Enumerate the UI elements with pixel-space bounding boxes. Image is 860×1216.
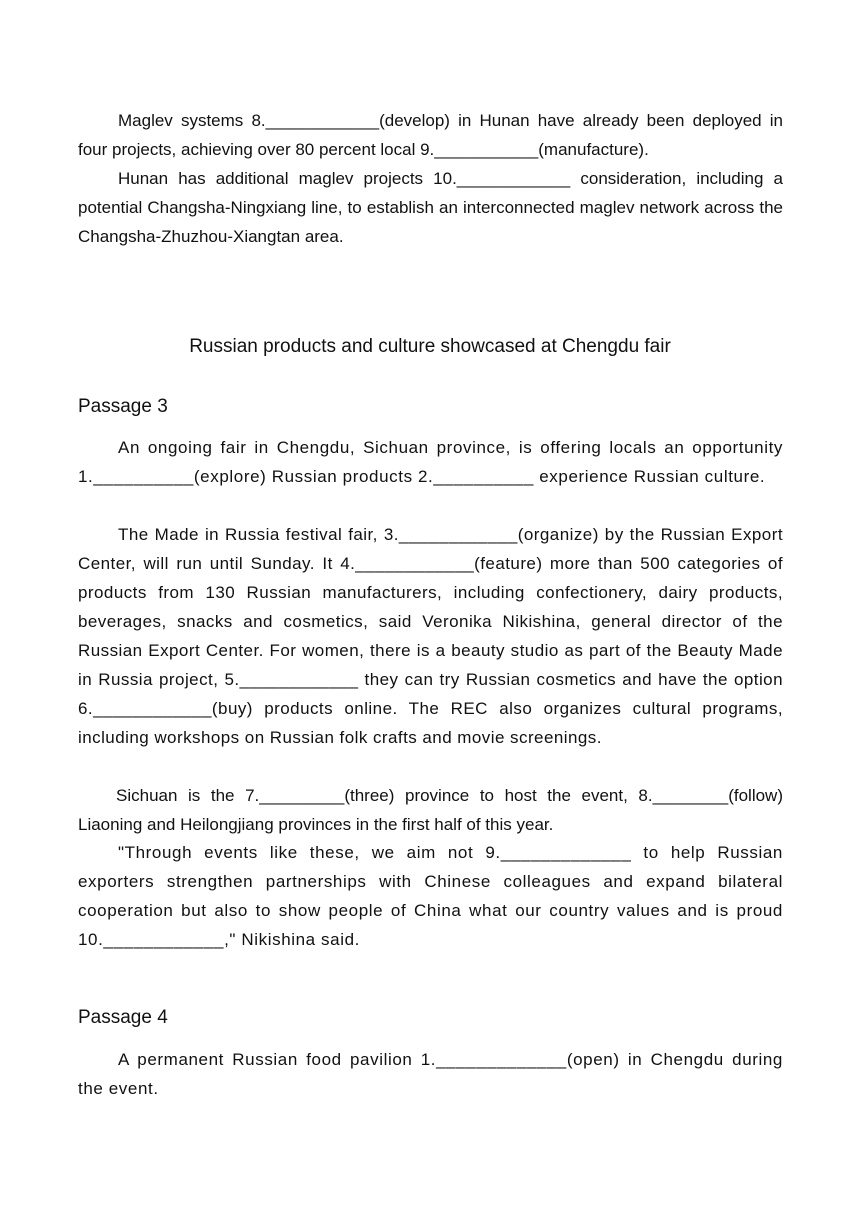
passage4-heading: Passage 4 xyxy=(78,1007,168,1028)
article-title: Russian products and culture showcased at Chengdu fair xyxy=(189,336,671,357)
passage3-heading: Passage 3 xyxy=(78,396,168,417)
passage2-paragraph-1: Maglev systems 8.____________(develop) in Hunan have already been deployed in four projects, achieving over 80 percent local 9.___________(manufacture). xyxy=(78,111,783,159)
passage4-paragraph-1: A permanent Russian food pavilion 1._____________(open) in Chengdu during the event. xyxy=(78,1050,783,1098)
passage3-paragraph-1: An ongoing fair in Chengdu, Sichuan province, is offering locals an opportunity 1.__________(explore) Russian products 2.__________ experience Russian culture. xyxy=(78,438,783,486)
passage3-paragraph-3: Sichuan is the 7._________(three) province to host the event, 8.________(follow) Liaoning and Heilongjiang provinces in the first half of this year. xyxy=(78,786,783,834)
passage3-paragraph-4: "Through events like these, we aim not 9._____________ to help Russian exporters strengthen partnerships with Chinese colleagues and expand bilateral cooperation but also to show people of China what our country values and is proud 10.____________," Nikishina said. xyxy=(78,843,783,949)
passage3-paragraph-2: The Made in Russia festival fair, 3.____________(organize) by the Russian Export Center, will run until Sunday. It 4.____________(feature) more than 500 categories of products from 130 Russian manufacturers, including confectionery, dairy products, beverages, snacks and cosmetics, said Veronika Nikishina, general director of the Russian Export Center. For women, there is a beauty studio as part of the Beauty Made in Russia project, 5.____________ they can try Russian cosmetics and have the option 6.____________(buy) products online. The REC also organizes cultural programs, including workshops on Russian folk crafts and movie screenings. xyxy=(78,525,783,747)
passage2-paragraph-2: Hunan has additional maglev projects 10.____________ consideration, including a potential Changsha-Ningxiang line, to establish an interconnected maglev network across the Changsha-Zhuzhou-Xiangtan area. xyxy=(78,169,783,246)
